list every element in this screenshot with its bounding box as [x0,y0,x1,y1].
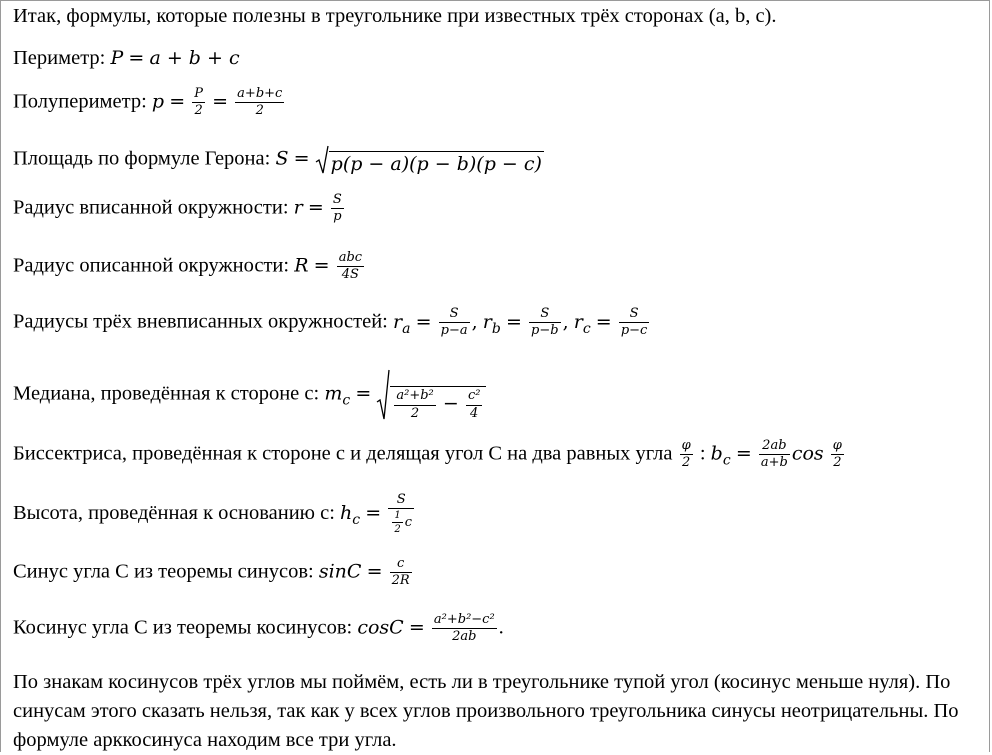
exradius-var: r [393,310,403,333]
inradius-line [13,193,346,225]
exradius-fraction [529,307,561,339]
cosine-line [13,613,504,645]
exradii-line [13,307,651,339]
equals-sign: = [169,90,186,113]
fraction-denominator [388,509,414,535]
perimeter-rhs: a + b + c [149,47,240,69]
fraction-denominator: p−b [531,323,559,339]
fraction-numerator: φ [680,439,693,455]
equals-sign: = [505,310,522,333]
fraction-numerator: S [529,307,561,323]
heron-radicand: p(p − a)(p − b)(p − c) [330,153,542,175]
median-subscript: c [342,392,351,409]
equals-sign: = [293,147,310,170]
fraction-numerator: a²+b² [394,389,435,405]
median-label: Медиана, проведённая к стороне с: [13,382,320,405]
exradius-fraction [619,307,650,339]
cos-function: cos [791,442,824,465]
fraction-numerator: S [439,307,470,323]
fraction-numerator: c² [466,389,483,405]
perimeter-eq: = [128,47,145,69]
cosine-lhs: cosC [357,616,404,639]
height-line [13,493,416,535]
separator: , [562,310,569,333]
equals-sign: = [313,254,330,277]
semiperimeter-lhs: p [151,90,165,113]
circumradius-label: Радиус описанной окружности: [13,254,290,277]
equals-sign: = [355,382,372,405]
equals-sign: = [408,616,425,639]
fraction-denominator: 4S [341,267,359,283]
fraction-denominator: p [333,209,342,225]
fraction-numerator: P [192,87,205,103]
semiperimeter-fraction-1 [192,87,205,119]
fraction-denominator: 2 [833,455,842,471]
fraction-numerator: a²+b²−c² [432,613,497,629]
cosine-label: Косинус угла С из теоремы косинусов: [13,616,353,639]
bisector-label: Биссектриса, проведённая к стороне с и делящая угол С на два равных угла [13,442,673,465]
fraction-denominator: 2 [410,405,420,421]
median-var: m [324,382,343,405]
exradii-label: Радиусы трёх вневписанных окружностей: [13,310,388,333]
fraction-numerator: S [331,193,344,209]
sine-line [13,557,414,589]
minus-sign: − [442,392,459,415]
equals-sign: = [365,501,382,524]
bisector-angle-fraction [831,439,844,471]
height-label: Высота, проведённая к основанию с: [13,501,335,524]
equals-sign: = [307,196,324,219]
fraction-numerator: c [390,557,412,573]
exradius-subscript: b [491,320,501,337]
exradius-subscript: c [582,320,591,337]
sine-lhs: sinC [318,560,362,583]
equals-sign: = [735,442,752,465]
square-root [376,369,486,421]
inradius-fraction [331,193,344,225]
half-fraction [392,510,402,535]
perimeter-label: Периметр: [13,47,106,69]
fraction-numerator: 1 [394,510,401,522]
perimeter-lhs: P [110,47,124,69]
bisector-var: b [710,442,723,465]
bisector-line [13,439,846,471]
exradius-term-c [573,306,652,339]
circumradius-lhs: R [294,254,309,277]
median-line [13,369,486,421]
separator: , [471,310,478,333]
fraction-denominator: a+b [760,455,788,471]
fraction-numerator: 2ab [759,439,790,455]
fraction-numerator: abc [337,251,364,267]
fraction-denominator: 2ab [452,629,477,645]
heron-lhs: S [275,147,289,170]
equals-sign: = [212,90,229,113]
exradius-var: r [573,310,583,333]
exradius-fraction [439,307,470,339]
bisector-fraction [759,439,790,471]
height-subscript: c [352,511,361,528]
bisector-subscript: c [722,452,731,469]
inradius-lhs: r [293,196,303,219]
fraction-denominator: 2 [194,103,203,119]
semiperimeter-fraction-2 [235,87,284,119]
fraction-numerator: a+b+c [235,87,284,103]
perimeter-line [13,47,240,70]
equals-sign: = [366,560,383,583]
exradius-term-b [482,306,574,339]
intro-text: Итак, формулы, которые полезны в треугольнике при известных трёх сторонах (a, b, c). [13,5,777,27]
median-fraction-1 [394,389,435,421]
period: . [498,616,504,639]
fraction-numerator: S [388,493,414,509]
fraction-denominator: 4 [470,405,479,421]
equals-sign: = [595,310,612,333]
conclusion-paragraph: По знакам косинусов трёх углов мы поймём, есть ли в треугольнике тупой угол (косинус меньше нуля). По синусам этого сказать нельзя, так как у всех углов произвольного треугольника синусы неотрицательны. По формуле арккосинуса находим все три угла. [13,671,959,751]
circumradius-fraction [337,251,364,283]
height-var: h [340,501,353,524]
median-fraction-2 [466,389,483,421]
fraction-denominator: p−a [440,323,468,339]
fraction-denominator: 2 [394,524,401,536]
exradius-term-a [393,306,483,339]
exradius-subscript: a [402,320,411,337]
median-radicand [390,386,486,421]
semiperimeter-line [13,87,286,119]
fraction-denominator: p−c [620,323,648,339]
exradius-var: r [482,310,492,333]
fraction-numerator: φ [831,439,844,455]
sine-fraction [390,557,412,589]
inradius-label: Радиус вписанной окружности: [13,196,289,219]
cosine-fraction [432,613,497,645]
radical-sign-icon [315,145,329,175]
fraction-denominator: 2 [255,103,264,119]
half-angle-fraction [680,439,693,471]
fraction-numerator: S [619,307,650,323]
fraction-denominator: 2 [682,455,691,471]
heron-label: Площадь по формуле Герона: [13,147,271,170]
height-fraction [388,493,414,535]
circumradius-line [13,251,366,283]
sine-label: Синус угла С из теоремы синусов: [13,560,314,583]
height-base-var: c [404,515,412,531]
heron-line [13,145,544,175]
semiperimeter-label: Полупериметр: [13,90,147,113]
equals-sign: = [415,310,432,333]
radical-sign-icon [376,369,390,421]
fraction-denominator: 2R [391,573,410,589]
colon: : [699,442,706,465]
square-root [315,145,544,175]
